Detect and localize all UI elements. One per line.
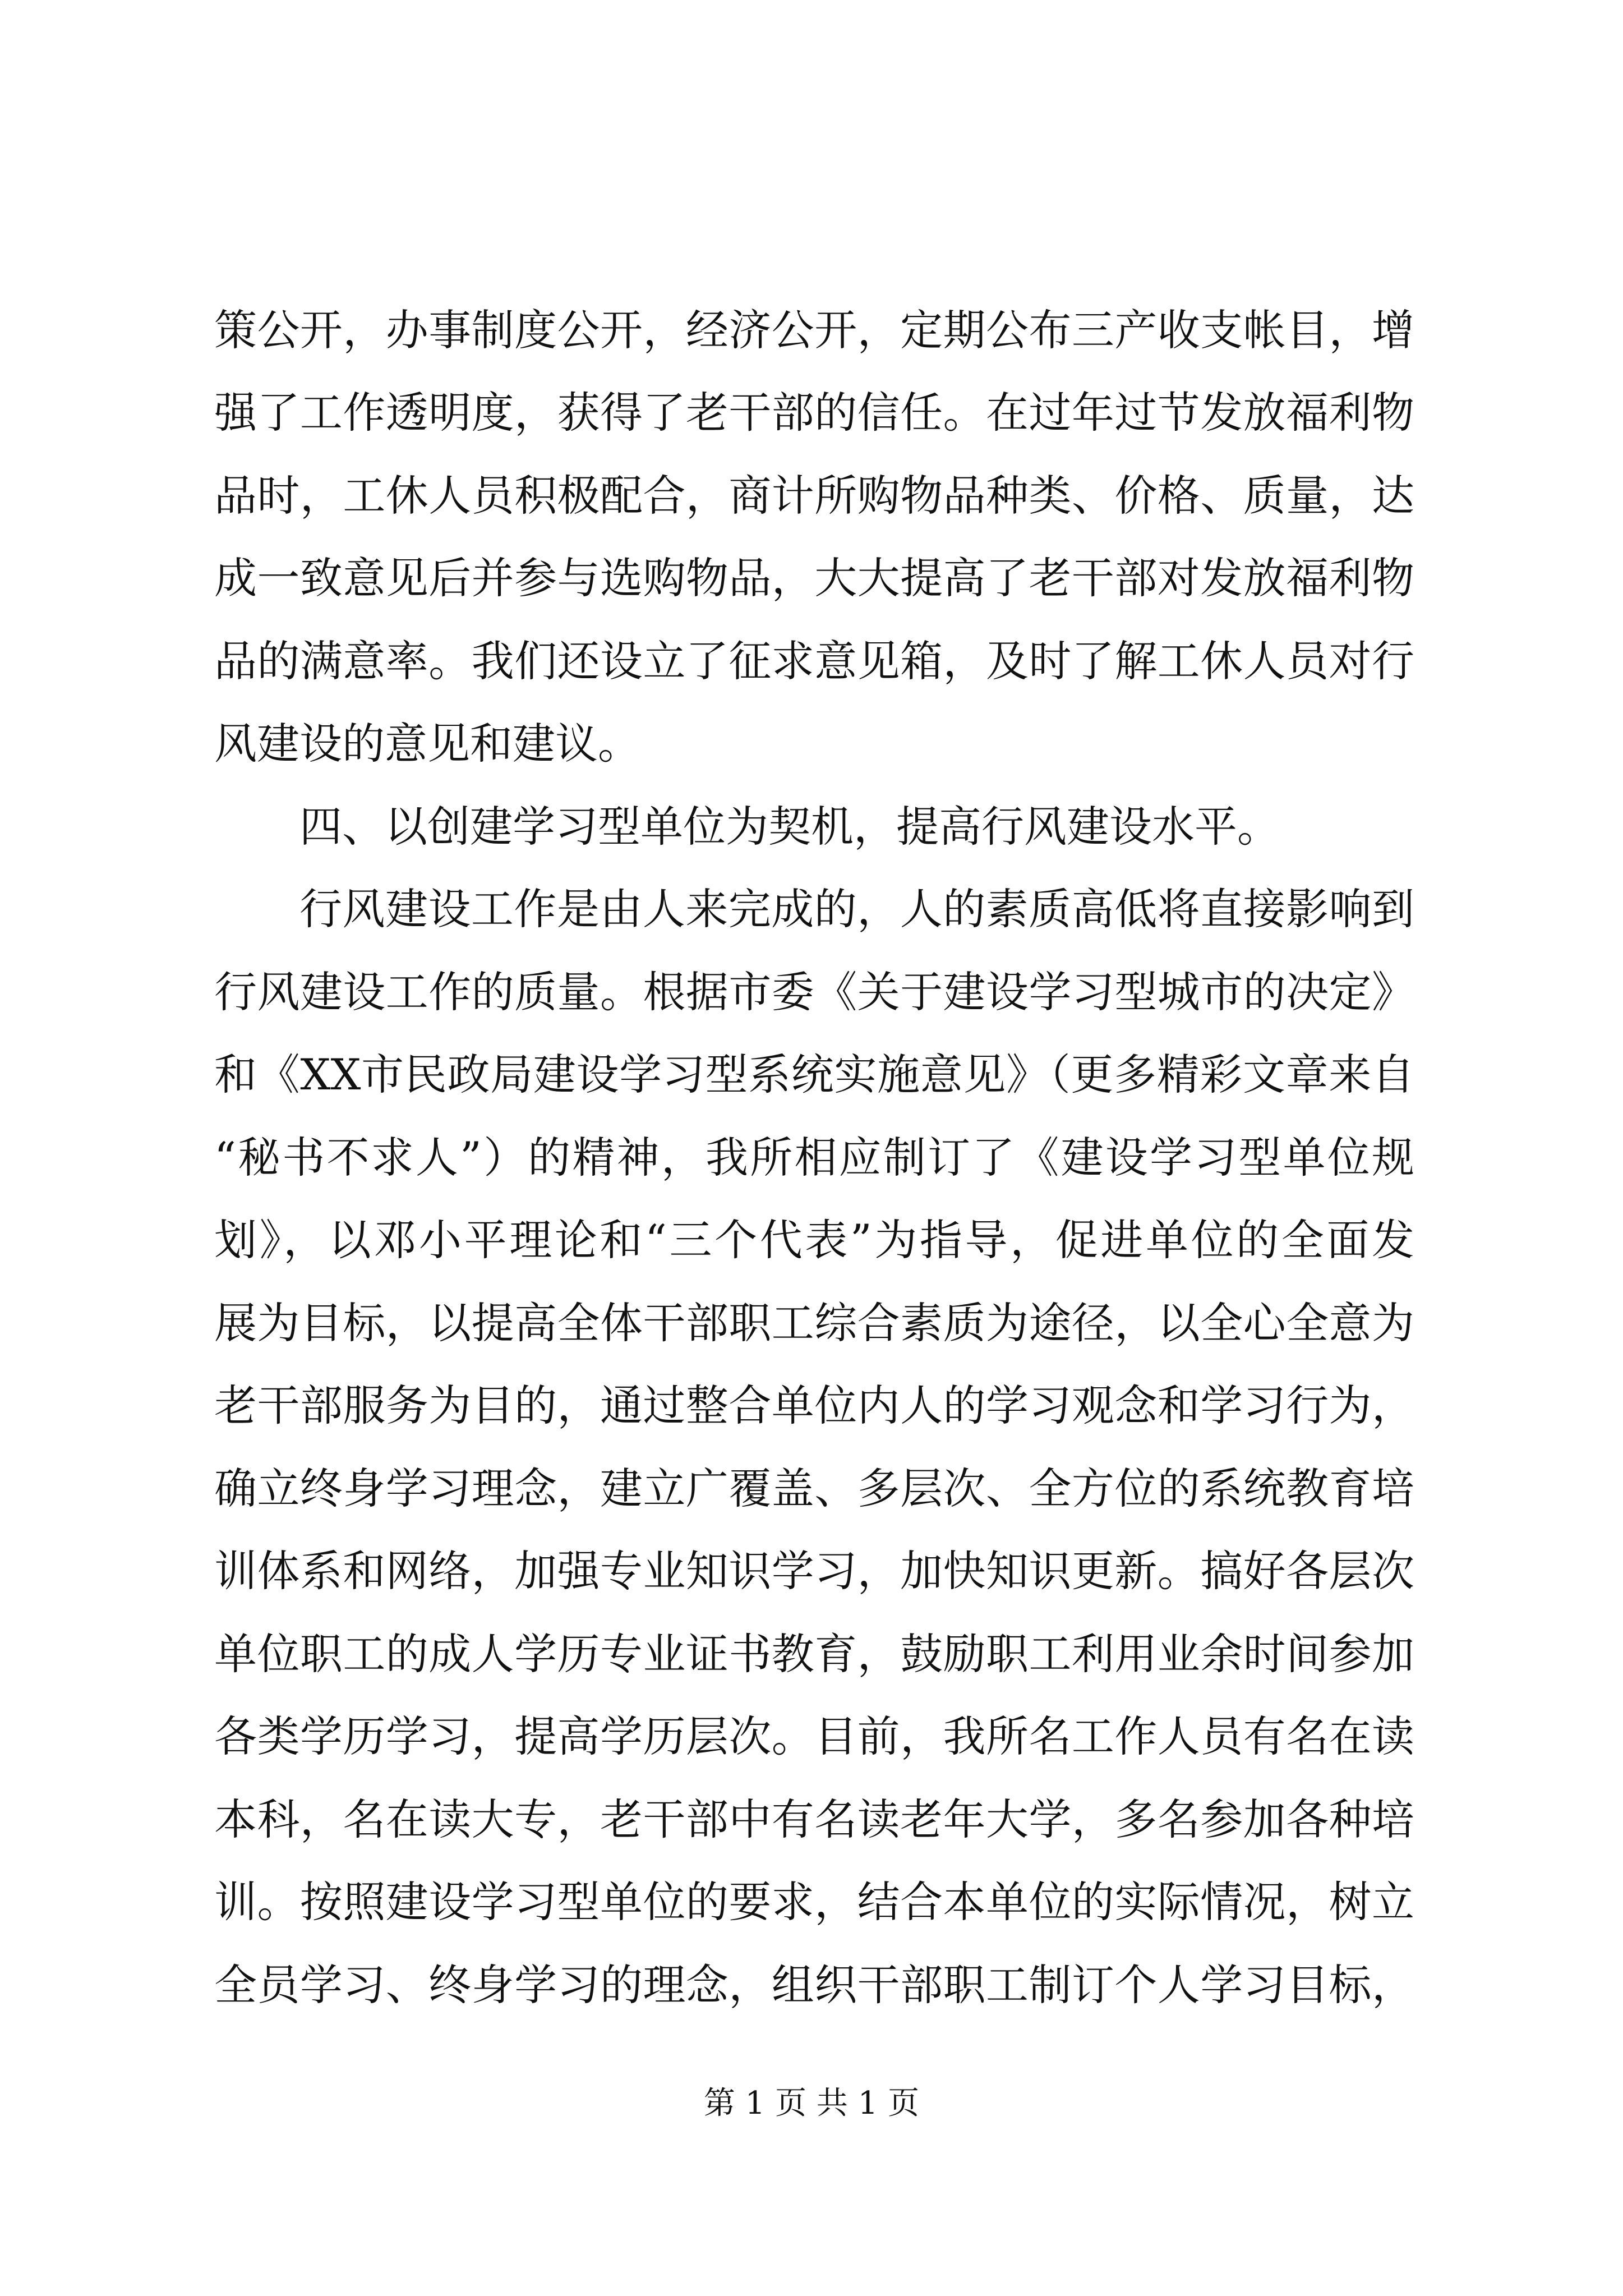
text-line-20: 训。按照建设学习型单位的要求，结合本单位的实际情况，树立 (214, 1877, 1414, 1927)
text-line-8: 行风建设工作是由人来完成的，人的素质高低将直接影响到 (299, 884, 1414, 934)
text-line-4: 成一致意见后并参与选购物品，大大提高了老干部对发放福利物 (214, 553, 1414, 603)
text-line-19: 本科，名在读大专，老干部中有名读老年大学，多名参加各种培 (214, 1795, 1414, 1844)
text-line-5: 品的满意率。我们还设立了征求意见箱，及时了解工休人员对行 (214, 636, 1414, 686)
text-line-17: 单位职工的成人学历专业证书教育，鼓励职工利用业余时间参加 (214, 1629, 1414, 1679)
text-line-3: 品时，工休人员积极配合，商计所购物品种类、价格、质量，达 (214, 471, 1414, 521)
text-line-6: 风建设的意见和建议。 (214, 719, 640, 769)
section-heading: 四、以创建学习型单位为契机，提高行风建设水平。 (299, 802, 1280, 852)
text-line-10: 和《XX市民政局建设学习型系统实施意见》（更多精彩文章来自 (214, 1050, 1414, 1099)
text-line-9: 行风建设工作的质量。根据市委《关于建设学习型城市的决定》 (214, 967, 1414, 1017)
text-line-12: 划》，以邓小平理论和“三个代表”为指导，促进单位的全面发 (214, 1215, 1414, 1265)
text-line-2: 强了工作透明度，获得了老干部的信任。在过年过节发放福利物 (214, 388, 1414, 438)
text-line-18: 各类学历学习，提高学历层次。目前，我所名工作人员有名在读 (214, 1711, 1414, 1761)
page-footer: 第 1 页 共 1 页 (703, 2085, 920, 2122)
text-line-1: 策公开，办事制度公开，经济公开，定期公布三产收支帐目，增 (214, 305, 1414, 355)
text-line-14: 老干部服务为目的，通过整合单位内人的学习观念和学习行为， (214, 1381, 1414, 1430)
text-line-16: 训体系和网络，加强专业知识学习，加快知识更新。搞好各层次 (214, 1546, 1414, 1596)
text-line-11: “秘书不求人”）的精神，我所相应制订了《建设学习型单位规 (214, 1133, 1414, 1182)
text-line-15: 确立终身学习理念，建立广覆盖、多层次、全方位的系统教育培 (214, 1464, 1414, 1513)
text-line-21: 全员学习、终身学习的理念，组织干部职工制订个人学习目标， (214, 1960, 1414, 2010)
text-line-13: 展为目标，以提高全体干部职工综合素质为途径，以全心全意为 (214, 1298, 1414, 1348)
